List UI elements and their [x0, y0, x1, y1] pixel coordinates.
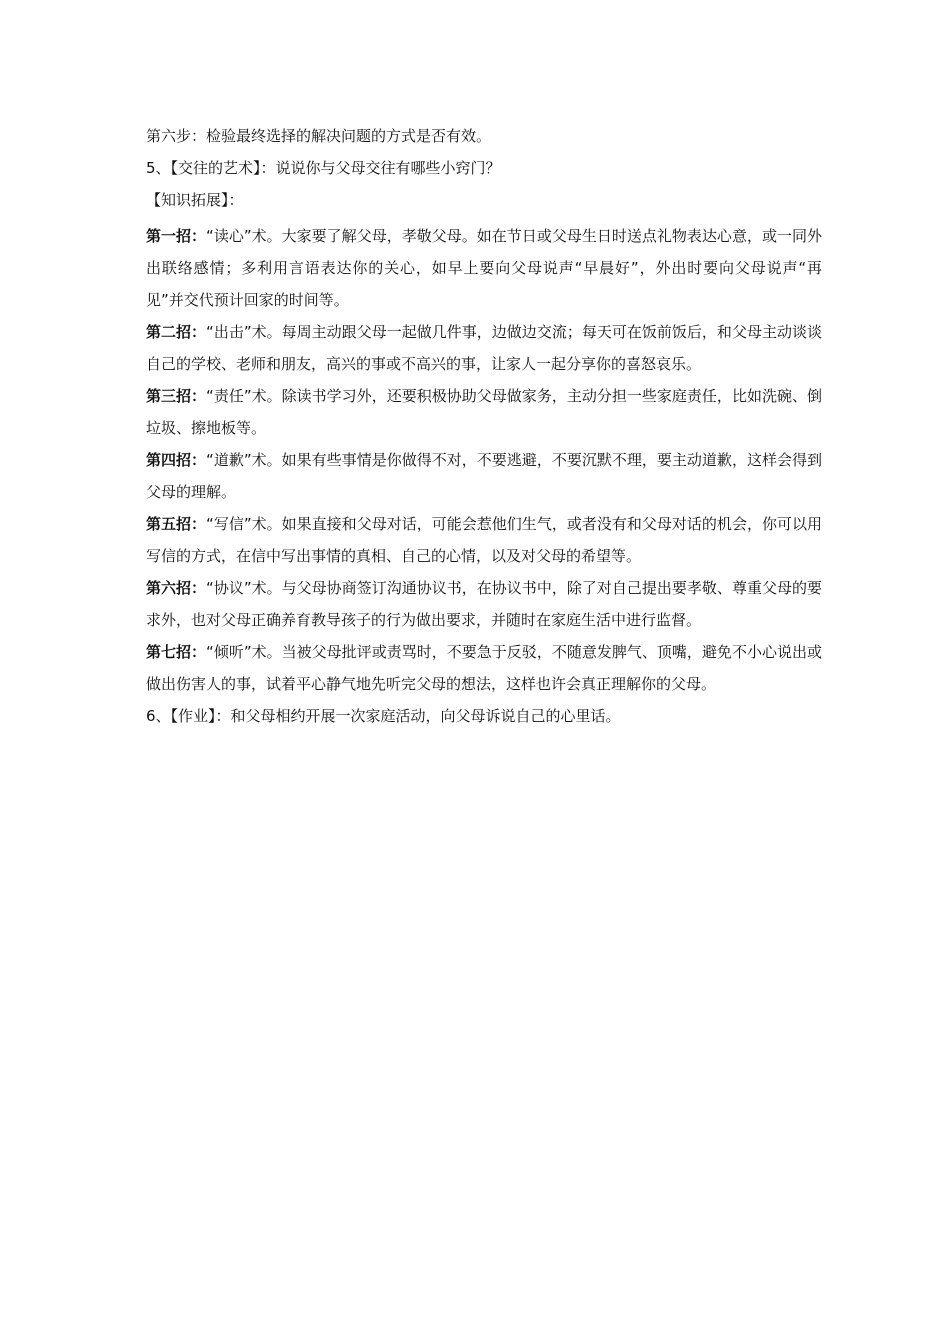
tip-4 [146, 444, 822, 508]
tip-label: 第五招： [146, 515, 207, 533]
tip-label: 第一招： [146, 227, 207, 245]
tip-text: “倾听”术。当被父母批评或责骂时，不要急于反驳，不随意发脾气、顶嘴，避免不小心说出或做出伤害人的事，试着平心静气地先听完父母的想法，这样也许会真正理解你的父母。 [146, 643, 822, 693]
tip-5 [146, 508, 822, 572]
tip-label: 第六招： [146, 579, 207, 597]
tip-text: “责任”术。除读书学习外，还要积极协助父母做家务，主动分担一些家庭责任，比如洗碗、倒垃圾、擦地板等。 [146, 387, 822, 437]
tip-7 [146, 636, 822, 700]
tip-6 [146, 572, 822, 636]
tip-2 [146, 316, 822, 380]
tip-label: 第三招： [146, 387, 207, 405]
knowledge-extension-heading: 【知识拓展】： [146, 191, 244, 209]
section-6-homework: 6、【作业】：和父母相约开展一次家庭活动，向父母诉说自己的心里话。 [146, 707, 621, 725]
section-5-heading: 5、【交往的艺术】：说说你与父母交往有哪些小窍门？ [146, 159, 501, 177]
tip-label: 第四招： [146, 451, 207, 469]
tip-label: 第七招： [146, 643, 207, 661]
tip-text: “协议”术。与父母协商签订沟通协议书，在协议书中，除了对自己提出要孝敬、尊重父母的要求外，也对父母正确养育教导孩子的行为做出要求，并随时在家庭生活中进行监督。 [146, 579, 822, 629]
step-six-text: 第六步：检验最终选择的解决问题的方式是否有效。 [146, 127, 492, 145]
tip-text: “读心”术。大家要了解父母，孝敬父母。如在节日或父母生日时送点礼物表达心意，或一同外出联络感情；多利用言语表达你的关心，如早上要向父母说声“早晨好”，外出时要向父母说声“再见”并交代预计回家的时间等。 [146, 227, 822, 309]
document-body [146, 124, 822, 732]
tip-text: “出击”术。每周主动跟父母一起做几件事，边做边交流；每天可在饭前饭后，和父母主动谈谈自己的学校、老师和朋友，高兴的事或不高兴的事，让家人一起分享你的喜怒哀乐。 [146, 323, 822, 373]
tip-label: 第二招： [146, 323, 207, 341]
tip-text: “道歉”术。如果有些事情是你做得不对，不要逃避，不要沉默不理，要主动道歉，这样会得到父母的理解。 [146, 451, 822, 501]
tip-1 [146, 220, 822, 316]
tip-3 [146, 380, 822, 444]
tip-text: “写信”术。如果直接和父母对话，可能会惹他们生气，或者没有和父母对话的机会，你可以用写信的方式，在信中写出事情的真相、自己的心情，以及对父母的希望等。 [146, 515, 822, 565]
